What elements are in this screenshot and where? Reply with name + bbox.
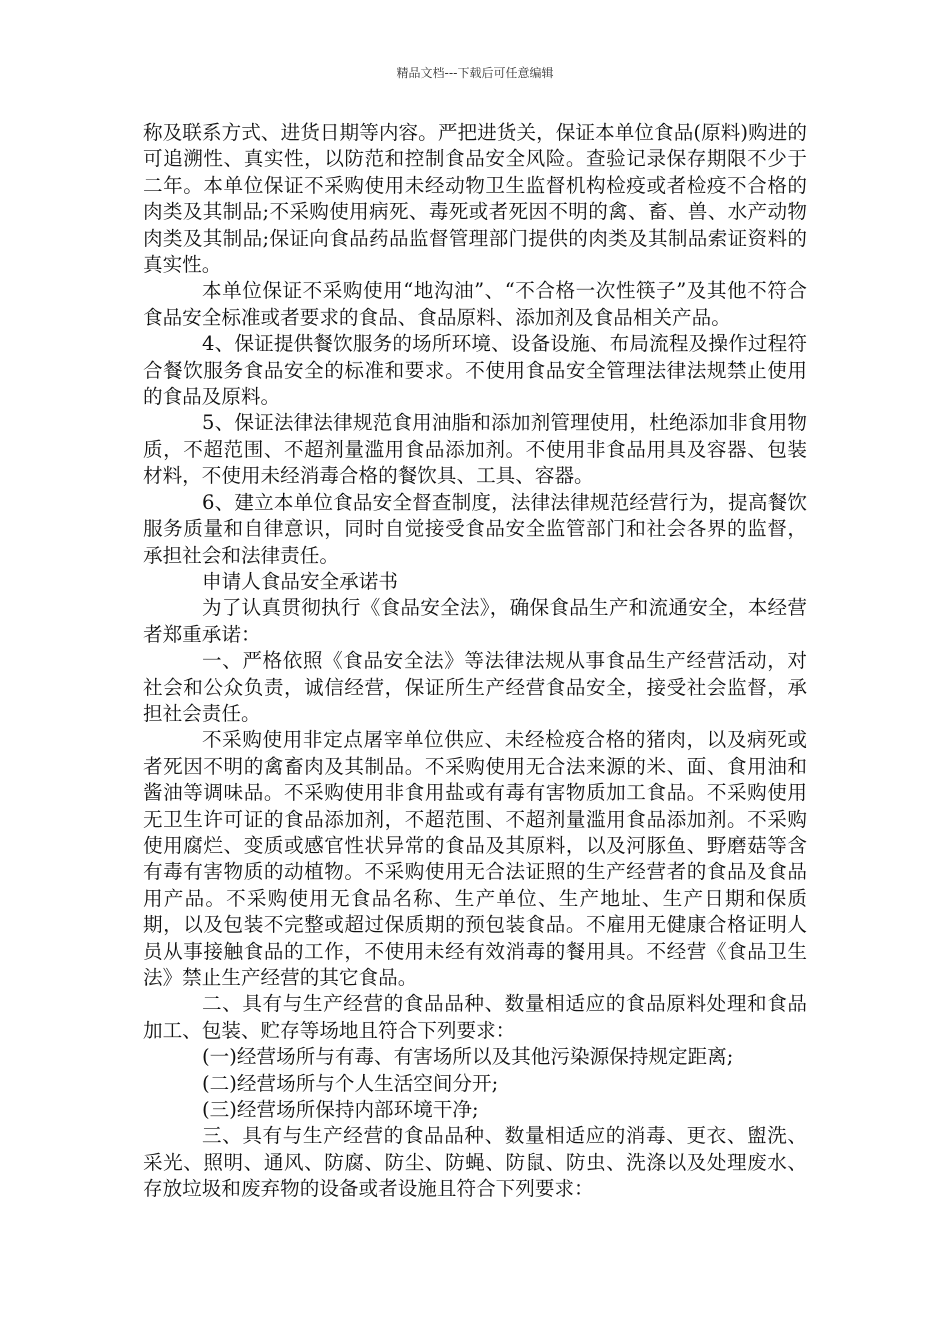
paragraph: 5、保证法律法律规范食用油脂和添加剂管理使用，杜绝添加非食用物质，不超范围、不超剂量滥用食品添加剂。不使用非食品用具及容器、包装材料，不使用未经消毒合格的餐饮具、工具、容器。 — [143, 411, 807, 488]
paragraph: 6、建立本单位食品安全督查制度，法律法律规范经营行为，提高餐饮服务质量和自律意识，同时自觉接受食品安全监管部门和社会各界的监督，承担社会和法律责任。 — [143, 490, 807, 567]
paragraph: 二、具有与生产经营的食品品种、数量相适应的食品原料处理和食品加工、包装、贮存等场地且符合下列要求： — [143, 992, 807, 1042]
paragraph: 三、具有与生产经营的食品品种、数量相适应的消毒、更衣、盥洗、采光、照明、通风、防腐、防尘、防蝇、防鼠、防虫、洗涤以及处理废水、存放垃圾和废弃物的设备或者设施且符合下列要求： — [143, 1124, 807, 1201]
paragraph: 不采购使用非定点屠宰单位供应、未经检疫合格的猪肉，以及病死或者死因不明的禽畜肉及其制品。不采购使用无合法来源的米、面、食用油和酱油等调味品。不采购使用非食用盐或有毒有害物质加工食品。不采购使用无卫生许可证的食品添加剂，不超范围、不超剂量滥用食品添加剂。不采购使用腐烂、变质或感官性状异常的食品及其原料，以及河豚鱼、野磨菇等含有毒有害物质的动植物。不采购使用无合法证照的生产经营者的食品及食品用产品。不采购使用无食品名称、生产单位、生产地址、生产日期和保质期，以及包装不完整或超过保质期的预包装食品。不雇用无健康合格证明人员从事接触食品的工作，不使用未经有效消毒的餐用具。不经营《食品卫生法》禁止生产经营的其它食品。 — [143, 728, 807, 989]
page-header: 精品文档---下载后可任意编辑 — [396, 66, 554, 80]
section-heading: 申请人食品安全承诺书 — [202, 569, 398, 593]
paragraph: 4、保证提供餐饮服务的场所环境、设备设施、布局流程及操作过程符合餐饮服务食品安全的标准和要求。不使用食品安全管理法律法规禁止使用的食品及原料。 — [143, 332, 807, 409]
list-item: (三)经营场所保持内部环境干净; — [202, 1098, 479, 1122]
paragraph: 本单位保证不采购使用“地沟油”、“不合格一次性筷子”及其他不符合食品安全标准或者要求的食品、食品原料、添加剂及食品相关产品。 — [143, 279, 807, 329]
list-item: (一)经营场所与有毒、有害场所以及其他污染源保持规定距离; — [202, 1045, 734, 1069]
list-item: (二)经营场所与个人生活空间分开; — [202, 1071, 499, 1095]
paragraph: 一、严格依照《食品安全法》等法律法规从事食品生产经营活动，对社会和公众负责，诚信经营，保证所生产经营食品安全，接受社会监督，承担社会责任。 — [143, 649, 807, 725]
document-body — [143, 120, 807, 1203]
paragraph: 为了认真贯彻执行《食品安全法》，确保食品生产和流通安全，本经营者郑重承诺： — [143, 596, 807, 646]
paragraph: 称及联系方式、进货日期等内容。严把进货关，保证本单位食品(原料)购进的可追溯性、真实性，以防范和控制食品安全风险。查验记录保存期限不少于二年。本单位保证不采购使用未经动物卫生监督机构检疫或者检疫不合格的肉类及其制品;不采购使用病死、毒死或者死因不明的禽、畜、兽、水产动物肉类及其制品;保证向食品药品监督管理部门提供的肉类及其制品索证资料的真实性。 — [143, 121, 807, 277]
